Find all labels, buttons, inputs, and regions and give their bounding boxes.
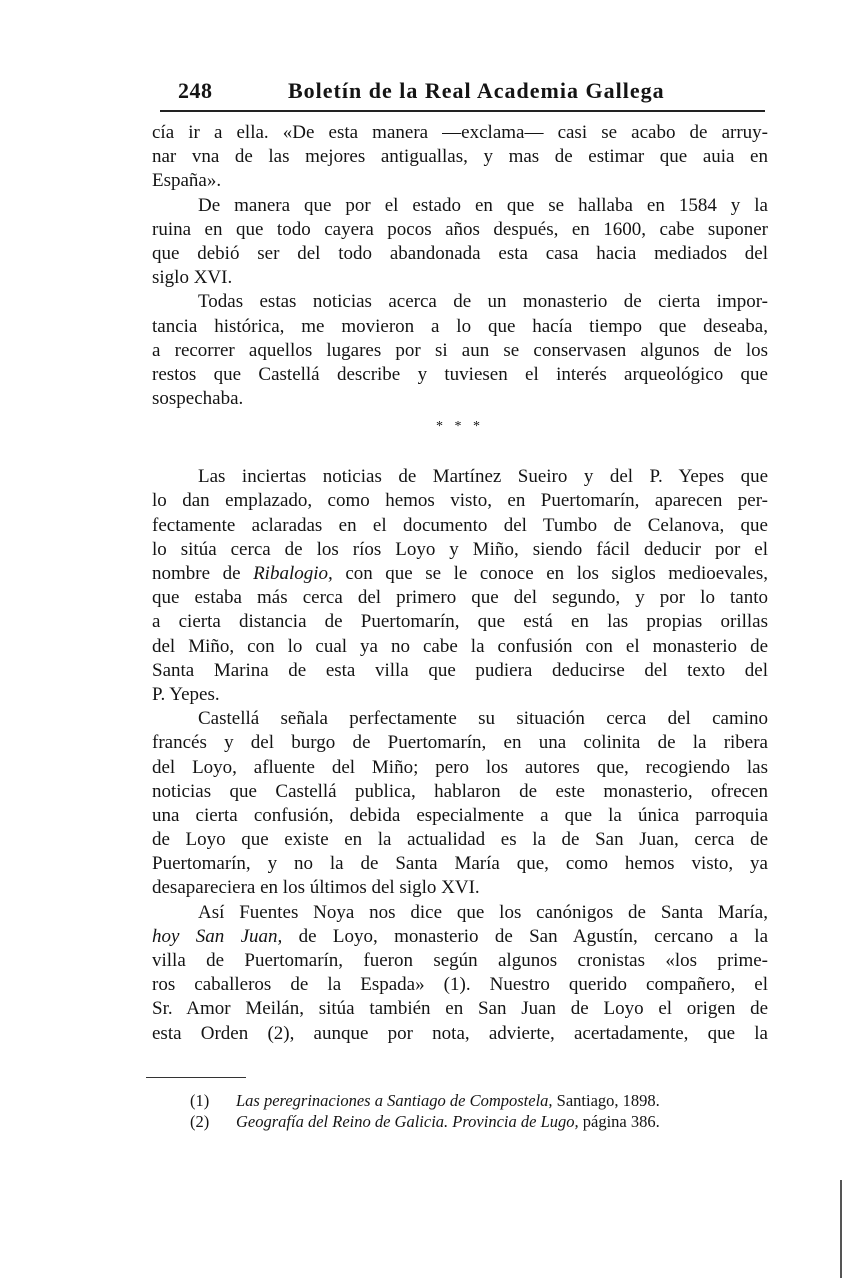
text-line: ruina en que todo cayera pocos años después, en 1600, cabe suponer [152, 218, 768, 240]
text-line: De manera que por el estado en que se hallaba en 1584 y la [198, 194, 768, 216]
text-line: España». [152, 170, 222, 192]
footnote-number: (2) [190, 1112, 210, 1131]
footnote-title: Geografía del Reino de Galicia. Provincia de Lugo, [236, 1112, 579, 1131]
body-text [152, 121, 768, 1046]
text-line: que estaba más cerca del primero que del segundo, y por lo tanto [152, 587, 768, 609]
footnote-rule [146, 1077, 246, 1078]
footnote-number: (1) [190, 1091, 210, 1110]
header-rule [160, 110, 765, 112]
italic-term-ribalogio: Ribalogio, [253, 563, 333, 584]
text-line: esta Orden (2), aunque por nota, advierte, acertadamente, que la [152, 1022, 768, 1044]
text-line: noticias que Castellá publica, hablaron de este monasterio, ofrecen [152, 780, 768, 802]
footnotes [190, 1090, 770, 1132]
text-line: una cierta confusión, debida especialmente a que la única parroquia [152, 804, 768, 826]
text-line: Todas estas noticias acerca de un monasterio de cierta impor- [198, 291, 768, 313]
footnote-rest: Santiago, 1898. [556, 1091, 660, 1110]
journal-title: Boletín de la Real Academia Gallega [288, 78, 665, 103]
footnote [190, 1090, 770, 1111]
text-line: sospechaba. [152, 388, 244, 410]
scan-margin-mark [840, 1180, 842, 1278]
section-gap [152, 439, 768, 465]
footnote-rest: página 386. [582, 1112, 660, 1131]
text-line: villa de Puertomarín, fueron según algunos cronistas «los prime- [152, 950, 768, 971]
text-line: fectamente aclaradas en el documento del Tumbo de Celanova, que [152, 514, 768, 536]
text-line: de Loyo que existe en la actualidad es la de San Juan, cerca de [152, 829, 768, 851]
footnote-title: Las peregrinaciones a Santiago de Compostela, [236, 1091, 553, 1110]
text-line [152, 925, 768, 949]
text-line: Las inciertas noticias de Martínez Sueiro y del P. Yepes que [198, 466, 768, 488]
text-line: tancia histórica, me movieron a lo que hacía tiempo que deseaba, [152, 315, 768, 337]
text-line: P. Yepes. [152, 683, 220, 705]
text-fragment: con que se le conoce en los siglos medioevales, [345, 563, 768, 584]
text-line: lo sitúa cerca de los ríos Loyo y Miño, siendo fácil deducir por el [152, 538, 768, 560]
text-line: que debió ser del todo abandonada esta casa hacia mediados del [152, 242, 768, 264]
section-break-asterisks: * * * [436, 419, 484, 435]
text-line: a cierta distancia de Puertomarín, que está en las propias orillas [152, 611, 768, 633]
text-fragment: nombre de [152, 563, 241, 584]
text-line: Sr. Amor Meilán, sitúa también en San Juan de Loyo el origen de [152, 998, 768, 1020]
text-line: Puertomarín, y no la de Santa María que, como hemos visto, ya [152, 853, 768, 875]
text-line: del Loyo, afluente del Miño; pero los autores que, recogiendo las [152, 756, 768, 778]
text-line: desapareciera en los últimos del siglo XVI. [152, 877, 480, 899]
page-number: 248 [178, 78, 213, 103]
text-line: a recorrer aquellos lugares por si aun se conservasen algunos de los [152, 339, 768, 361]
text-line: nar vna de las mejores antiguallas, y mas de estimar que auia en [152, 146, 768, 168]
text-line: lo dan emplazado, como hemos visto, en Puertomarín, aparecen per- [152, 490, 768, 512]
text-line: restos que Castellá describe y tuviesen el interés arqueológico que [152, 363, 768, 385]
text-line: Así Fuentes Noya nos dice que los canónigos de Santa María, [198, 901, 768, 923]
text-line: cía ir a ella. «De esta manera —exclama— casi se acabo de arruy- [152, 122, 768, 143]
text-line: siglo XVI. [152, 267, 233, 289]
italic-term-hoy-san-juan: hoy San Juan, [152, 925, 283, 947]
text-line: francés y del burgo de Puertomarín, en una colinita de la ribera [152, 732, 768, 754]
text-line [152, 562, 768, 586]
footnote [190, 1111, 770, 1132]
text-line: ros caballeros de la Espada» (1). Nuestro querido compañero, el [152, 974, 768, 996]
text-fragment: de Loyo, monasterio de San Agustín, cercano a la [298, 925, 768, 947]
page-header [160, 78, 765, 108]
text-line: del Miño, con lo cual ya no cabe la confusión con el monasterio de [152, 635, 768, 657]
text-line: Santa Marina de esta villa que pudiera deducirse del texto del [152, 659, 768, 681]
text-line: Castellá señala perfectamente su situación cerca del camino [198, 708, 768, 730]
